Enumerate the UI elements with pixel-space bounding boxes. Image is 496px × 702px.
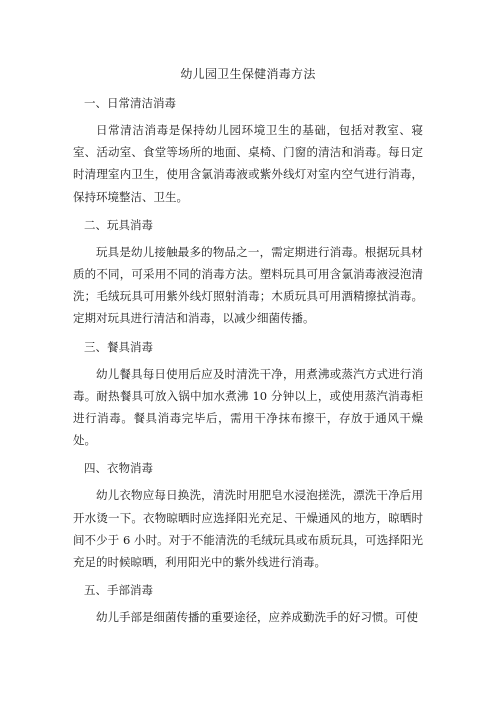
section-heading-daily-cleaning: 一、日常清洁消毒 — [84, 96, 176, 110]
section-heading-hands: 五、手部消毒 — [84, 583, 153, 598]
section-body-hands: 幼儿手部是细菌传播的重要途径，应养成勤洗手的好习惯。可使 — [96, 610, 418, 625]
section-body-toys: 玩具是幼儿接触最多的物品之一，需定期进行消毒。根据玩具材质的不同，可采用不同的消毒方法。塑料玩具可用含氯消毒液浸泡清洗；毛绒玩具可用紫外线灯照射消毒；木质玩具可用酒精擦拭消毒。定期对玩具进行清洁和消毒，以减少细菌传播。 — [73, 244, 423, 326]
document-content — [73, 64, 423, 635]
section-heading-toys: 二、玩具消毒 — [84, 217, 153, 232]
section-body-tableware: 幼儿餐具每日使用后应及时清洗干净，用煮沸或蒸汽方式进行消毒。耐热餐具可放入锅中加水煮沸 10 分钟以上，或使用蒸汽消毒柜进行消毒。餐具消毒完毕后，需用干净抹布擦干，存放于通风干燥处。 — [73, 366, 423, 448]
section-heading-tableware: 三、餐具消毒 — [84, 339, 153, 354]
section-heading-clothing: 四、衣物消毒 — [84, 461, 153, 476]
section-body-clothing: 幼儿衣物应每日换洗，清洗时用肥皂水浸泡搓洗，漂洗干净后用开水烫一下。衣物晾晒时应选择阳光充足、干燥通风的地方，晾晒时间不少于 6 小时。对于不能清洗的毛绒玩具或布质玩具，可选择阳光充足的时候晾晒，利用阳光中的紫外线进行消毒。 — [73, 488, 423, 570]
section-body-daily-cleaning: 日常清洁消毒是保持幼儿园环境卫生的基础，包括对教室、寝室、活动室、食堂等场所的地面、桌椅、门窗的清洁和消毒。每日定时清理室内卫生，使用含氯消毒液或紫外线灯对室内空气进行消毒，保持环境整洁、卫生。 — [73, 123, 423, 204]
document-title: 幼儿园卫生保健消毒方法 — [180, 67, 316, 81]
